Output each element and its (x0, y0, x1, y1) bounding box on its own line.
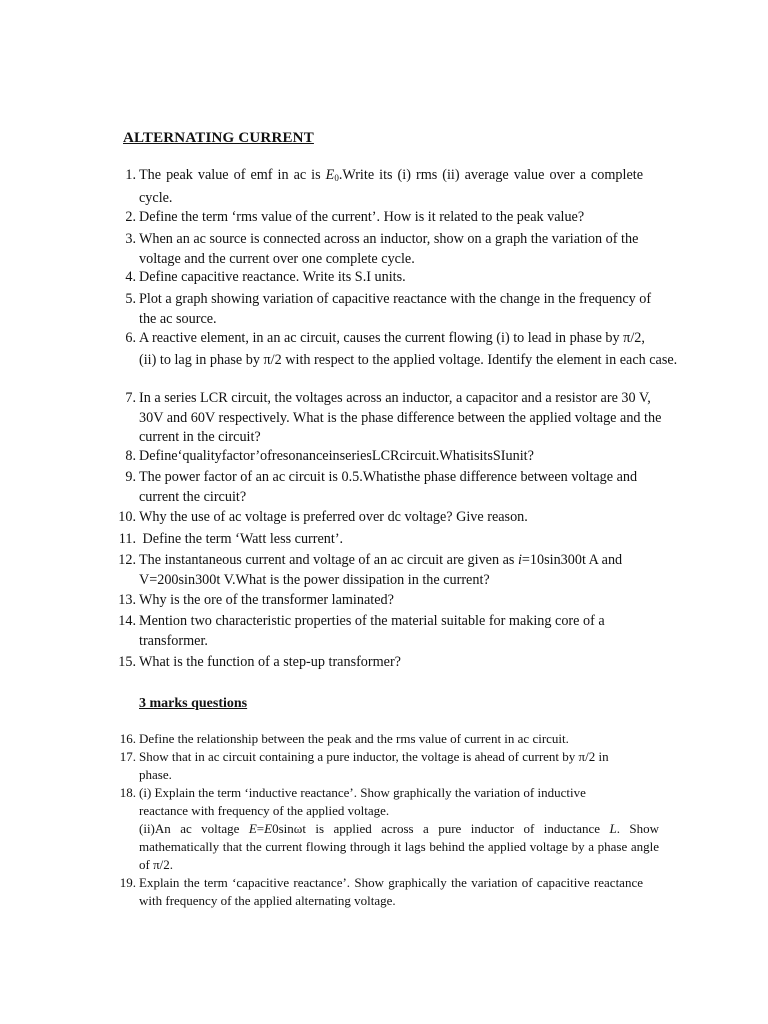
question-text: Explain the term ‘capacitive reactance’. Show graphically the variation of capacitive reactance with frequency of the applied alternating voltage. (139, 875, 643, 908)
question-number: 10. (118, 509, 136, 525)
question-number: 16. (119, 731, 136, 746)
question-text: Why the use of ac voltage is preferred over dc voltage? Give reason. (139, 509, 528, 525)
question-text: Define the term ‘rms value of the current’. How is it related to the peak value? (139, 209, 585, 225)
question-text: The instantaneous current and voltage of an ac circuit are given as i=10sin300t A and V=200sin300t V.What is the power dissipation in the current? (139, 552, 623, 588)
section-heading: 3 marks questions (139, 696, 248, 711)
question-text: Why is the ore of the transformer laminated? (139, 592, 394, 608)
question-number: 18. (119, 785, 136, 800)
question-text: Define capacitive reactance. Write its S.I units. (139, 269, 406, 285)
document-title: ALTERNATING CURRENT (123, 130, 314, 146)
question-number: 13. (118, 592, 136, 608)
question-text: A reactive element, in an ac circuit, causes the current flowing (i) to lead in phase by π/2, (ii) to lag in phase by π/2 with respect to the applied voltage. Identify the element in each case. (139, 330, 678, 368)
question-text: In a series LCR circuit, the voltages across an inductor, a capacitor and a resistor are 30 V, 30V and 60V respectively. What is the phase difference between the applied voltage and the current in the circuit? (139, 390, 662, 445)
question-number: 11. (118, 531, 136, 547)
question-number: 1. (125, 167, 136, 183)
question-text: (i) Explain the term ‘inductive reactance’. Show graphically the variation of inductive reactance with frequency of the applied voltage. (139, 785, 586, 818)
question-text: Plot a graph showing variation of capacitive reactance with the change in the frequency of the ac source. (139, 291, 652, 327)
question-number: 12. (118, 552, 136, 568)
question-number: 2. (125, 209, 136, 225)
question-number: 14. (118, 613, 136, 629)
question-text: The peak value of emf in ac is $E_0.Write$ its (i) rms (ii) average value over a complete cycle. (139, 167, 644, 206)
question-number: 5. (125, 291, 136, 307)
question-text: Show that in ac circuit containing a pure inductor, the voltage is ahead of current by π/2 in phase. (139, 749, 609, 782)
question-number: 19. (119, 875, 136, 890)
question-number: 8. (125, 448, 136, 464)
question-number: 15. (118, 654, 136, 670)
question-number: 17. (119, 749, 136, 764)
question-number: 9. (125, 469, 136, 485)
question-subpart: (ii)An ac voltage E=E0sinωt is applied across a pure inductor of inductance L. Show mathematically that the current flowing through it lags behind the applied voltage by a phase angle of π/2. (139, 821, 659, 872)
question-text: Define‘qualityfactor’ofresonanceinseriesLCRcircuit.WhatisitsSIunit? (139, 448, 534, 464)
question-number: 7. (125, 390, 136, 406)
question-number: 4. (125, 269, 136, 285)
question-text: What is the function of a step-up transformer? (139, 654, 401, 670)
question-text: Define the relationship between the peak and the rms value of current in ac circuit. (139, 731, 569, 746)
question-text: The power factor of an ac circuit is 0.5.Whatisthe phase difference between voltage and current the circuit? (139, 469, 638, 505)
question-number: 3. (125, 231, 136, 247)
question-text: Mention two characteristic properties of the material suitable for making core of a transformer. (139, 613, 605, 649)
question-number: 6. (125, 330, 136, 346)
question-text: When an ac source is connected across an inductor, show on a graph the variation of the voltage and the current over one complete cycle. (139, 231, 639, 267)
question-text: Define the term ‘Watt less current’. (139, 531, 344, 547)
